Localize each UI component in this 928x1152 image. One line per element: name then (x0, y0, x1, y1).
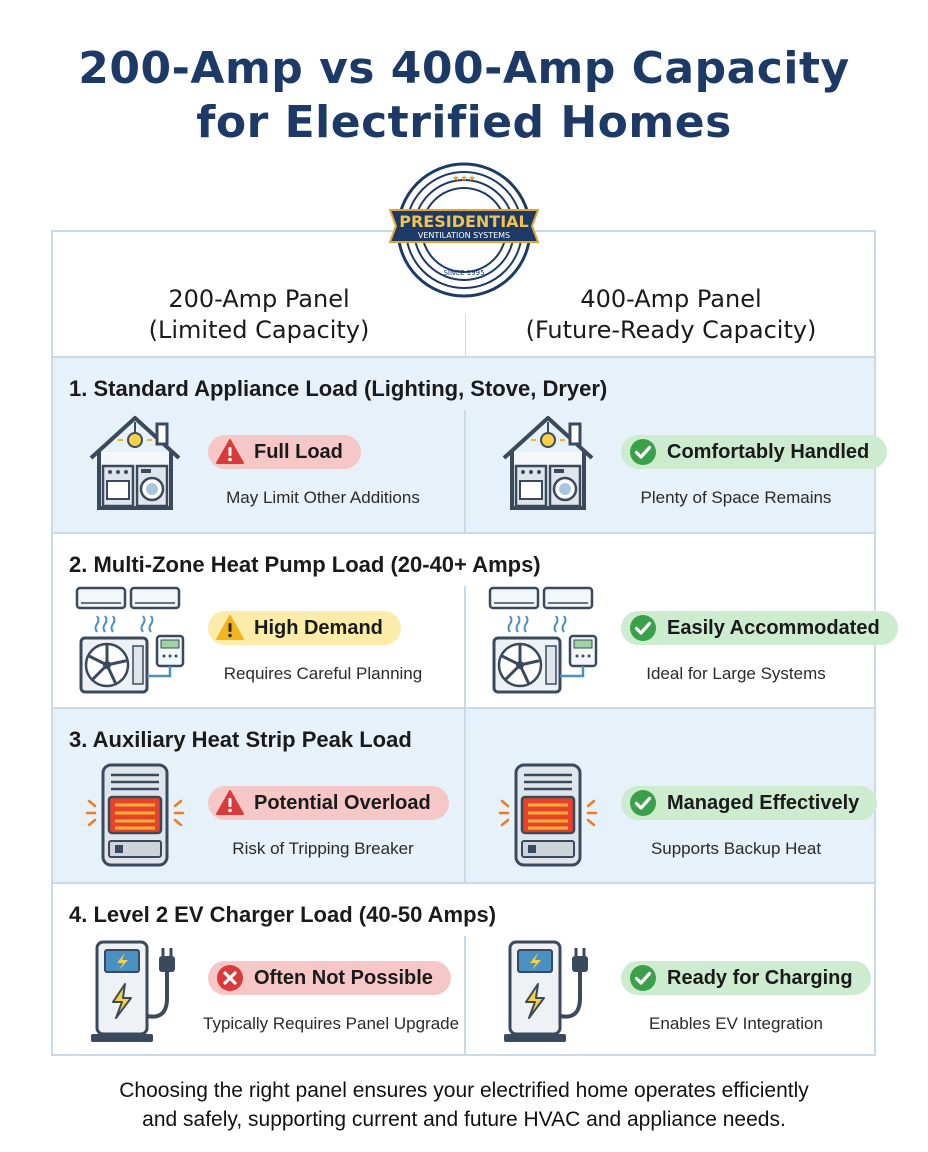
status-badge (208, 611, 401, 645)
status-badge (208, 786, 449, 820)
column-header-200-amp-title: 200-Amp Panel (168, 285, 350, 313)
status-badge (621, 786, 877, 820)
check-icon (629, 789, 657, 817)
status-note: Typically Requires Panel Upgrade (203, 1014, 460, 1033)
logo-stars: ★★★ (451, 174, 477, 184)
cell-200-amp (53, 936, 463, 1056)
space-heater-icon (496, 761, 600, 871)
space-heater-icon (83, 761, 187, 871)
house-appliances-icon (496, 410, 600, 520)
presidential-logo (384, 160, 544, 300)
house-appliances-icon (83, 410, 187, 520)
badge-label: Managed Effectively (667, 791, 860, 814)
comparison-table (51, 230, 880, 1056)
row-title: 3. Auxiliary Heat Strip Peak Load (69, 727, 412, 752)
page-title (0, 42, 928, 150)
status-note: Plenty of Space Remains (640, 488, 832, 507)
badge-label: Often Not Possible (254, 966, 433, 989)
logo-name: PRESIDENTIAL (399, 212, 529, 231)
row-title: 1. Standard Appliance Load (Lighting, Stove, Dryer) (69, 376, 608, 401)
status-note: Enables EV Integration (649, 1014, 823, 1033)
column-header-200-amp-subtitle: (Limited Capacity) (148, 316, 370, 344)
row-heat-pump (53, 532, 880, 707)
badge-label: Easily Accommodated (667, 616, 880, 639)
badge-label: Full Load (254, 440, 343, 463)
cell-200-amp (53, 761, 463, 881)
row-standard-appliance (53, 356, 874, 532)
cell-400-amp (466, 761, 876, 881)
status-note: Requires Careful Planning (223, 664, 423, 683)
heat-pump-icon (488, 586, 608, 696)
error-x-icon (216, 964, 244, 992)
badge-label: High Demand (254, 616, 383, 639)
column-header-400-amp-title: 400-Amp Panel (580, 285, 762, 313)
status-badge (208, 961, 451, 995)
cell-200-amp (53, 586, 463, 706)
warning-icon (216, 614, 244, 642)
status-note: Ideal for Large Systems (646, 664, 826, 683)
status-badge (621, 611, 898, 645)
badge-label: Potential Overload (254, 791, 431, 814)
status-badge (208, 435, 361, 469)
ev-charger-icon (83, 936, 187, 1046)
row-auxiliary-heat (53, 707, 874, 882)
warning-icon (216, 789, 244, 817)
row-ev-charger (53, 882, 874, 1054)
heat-pump-icon (75, 586, 195, 696)
status-badge (621, 435, 887, 469)
logo-since: SINCE 1995 (443, 269, 485, 277)
check-icon (629, 964, 657, 992)
status-badge (621, 961, 871, 995)
row-title: 4. Level 2 EV Charger Load (40-50 Amps) (69, 902, 497, 927)
title-line-1: 200-Amp vs 400-Amp Capacity (78, 43, 850, 94)
badge-label: Ready for Charging (667, 966, 853, 989)
badge-label: Comfortably Handled (667, 440, 870, 463)
column-header-400-amp-subtitle: (Future-Ready Capacity) (525, 316, 817, 344)
row-title: 2. Multi-Zone Heat Pump Load (20-40+ Amps) (69, 552, 541, 577)
status-note: May Limit Other Additions (226, 488, 420, 507)
cell-400-amp (466, 586, 880, 706)
footer-line-1: Choosing the right panel ensures your electrified home operates efficiently (119, 1079, 809, 1102)
status-note: Supports Backup Heat (650, 839, 822, 858)
logo-tagline: VENTILATION SYSTEMS (417, 231, 511, 240)
cell-400-amp (466, 936, 876, 1056)
status-note: Risk of Tripping Breaker (232, 839, 414, 858)
title-line-2: for Electrified Homes (196, 97, 732, 148)
cell-400-amp (466, 410, 876, 530)
ev-charger-icon (496, 936, 600, 1046)
cell-200-amp (53, 410, 463, 530)
footer-note (0, 1076, 928, 1134)
check-icon (629, 438, 657, 466)
footer-line-2: and safely, supporting current and future HVAC and appliance needs. (142, 1108, 786, 1131)
warning-icon (216, 438, 244, 466)
check-icon (629, 614, 657, 642)
